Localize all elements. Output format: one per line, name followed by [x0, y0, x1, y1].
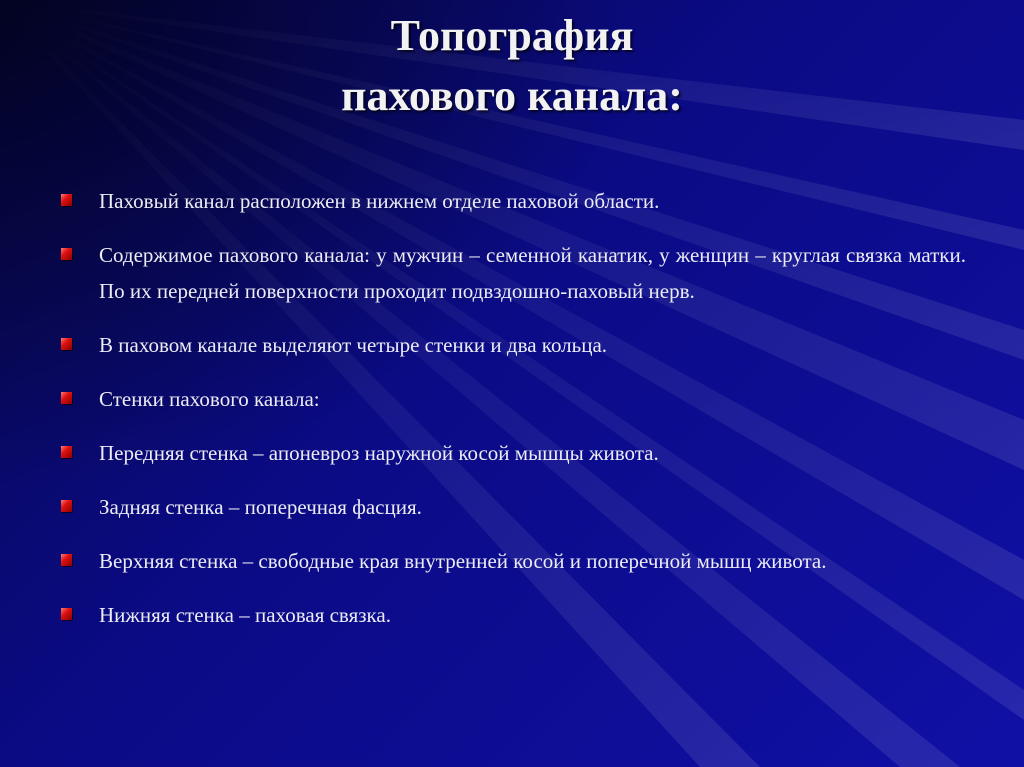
title-line-2: пахового канала:: [341, 71, 683, 120]
red-square-bullet-icon: [61, 608, 72, 620]
red-square-bullet-icon: [61, 446, 72, 458]
bullet-text: Содержимое пахового канала: у мужчин – семенной канатик, у женщин – круглая связка матки. По их передней поверхности проходит подвздошно-паховый нерв.: [99, 243, 966, 303]
bullet-item: [58, 597, 966, 633]
red-square-bullet-icon: [61, 194, 72, 206]
bullet-text: Паховый канал расположен в нижнем отделе паховой области.: [99, 189, 660, 213]
bullet-item: [58, 381, 966, 417]
red-square-bullet-icon: [61, 500, 72, 512]
bullet-item: [58, 183, 966, 219]
bullet-text: Верхняя стенка – свободные края внутренней косой и поперечной мышц живота.: [99, 549, 827, 573]
bullet-item: [58, 543, 966, 579]
bullet-item: [58, 237, 966, 309]
slide-title: [0, 6, 1024, 126]
bullet-item: [58, 327, 966, 363]
title-line-1: Топография: [390, 11, 634, 60]
bullet-text: В паховом канале выделяют четыре стенки и два кольца.: [99, 333, 608, 357]
bullet-list: [58, 183, 966, 651]
red-square-bullet-icon: [61, 554, 72, 566]
bullet-item: [58, 489, 966, 525]
bullet-text: Передняя стенка – апоневроз наружной косой мышцы живота.: [99, 441, 659, 465]
bullet-text: Задняя стенка – поперечная фасция.: [99, 495, 422, 519]
red-square-bullet-icon: [61, 338, 72, 350]
bullet-item: [58, 435, 966, 471]
red-square-bullet-icon: [61, 392, 72, 404]
bullet-text: Нижняя стенка – паховая связка.: [99, 603, 391, 627]
bullet-text: Стенки пахового канала:: [99, 387, 320, 411]
red-square-bullet-icon: [61, 248, 72, 260]
